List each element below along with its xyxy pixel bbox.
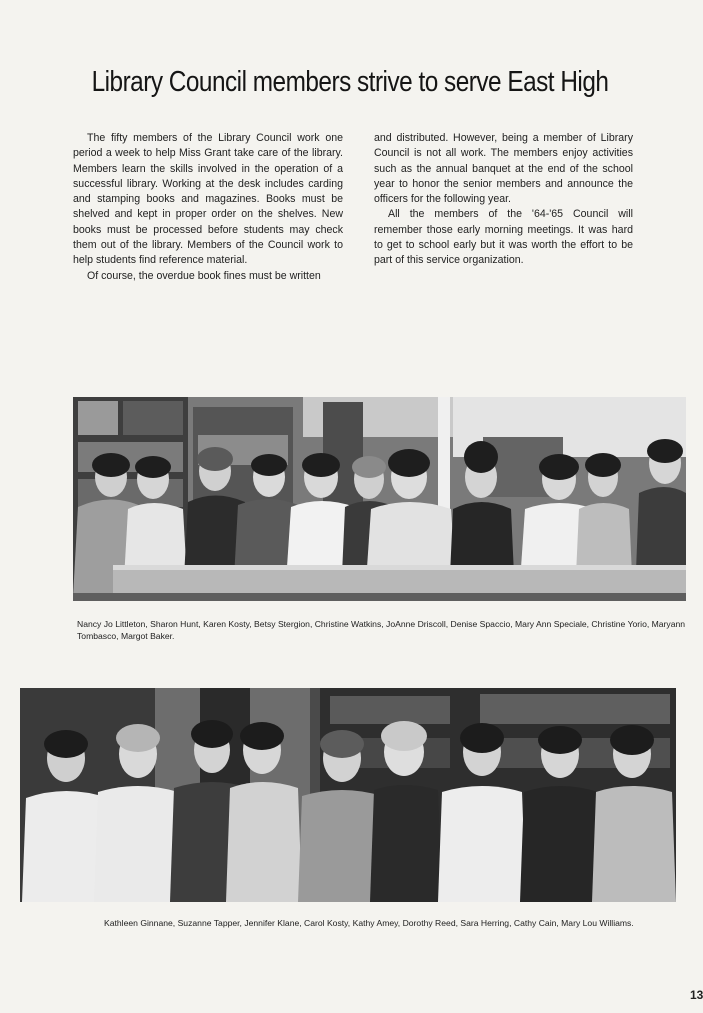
page-title: Library Council members strive to serve East High [91, 66, 609, 98]
page-number: 13 [690, 988, 703, 1002]
article-column-right [374, 131, 633, 269]
group-photo-standing [20, 688, 676, 902]
photo-caption: Kathleen Ginnane, Suzanne Tapper, Jennifer Klane, Carol Kosty, Kathy Amey, Dorothy Reed, Sara Herring, Cathy Cain, Mary Lou Williams. [104, 918, 634, 928]
group-photo-library-desk [73, 397, 686, 601]
paragraph: All the members of the '64-'65 Council will remember those early morning meetings. It was hard to get to school early but it was worth the effort to be part of this service organization. [374, 208, 633, 267]
paragraph: The fifty members of the Library Council work one period a week to help Miss Grant take care of the library. Members learn the skills involved in the operation of a successful library. Working at the desk includes carding and stamping books and magazines. Books must be shelved and kept in proper order on the shelves. New books must be processed before students may check them out of the library. Members of the Council work to help students find reference material. [73, 132, 343, 267]
paragraph: Of course, the overdue book fines must be written [87, 269, 321, 282]
article-column-left [73, 131, 343, 284]
paragraph: and distributed. However, being a member of Library Council is not all work. The members enjoy activities such as the annual banquet at the end of the school year to honor the senior members and announce the officers for the following year. [374, 132, 633, 206]
photo-caption: Nancy Jo Littleton, Sharon Hunt, Karen Kosty, Betsy Stergion, Christine Watkins, JoAnne Driscoll, Denise Spaccio, Mary Ann Speciale, Christine Yorio, Maryann Tombasco, Margot Baker. [77, 619, 686, 641]
